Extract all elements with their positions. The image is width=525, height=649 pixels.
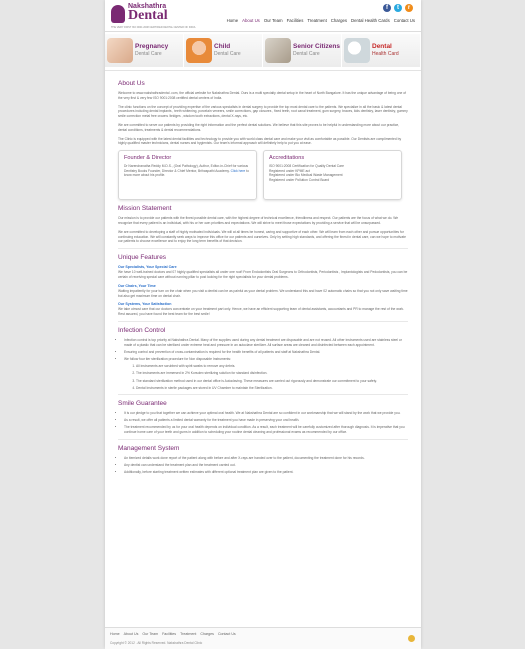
twitter-icon[interactable]: t <box>394 4 402 12</box>
nav-treatment[interactable]: Treatment <box>307 18 327 23</box>
sterilization-steps <box>118 364 408 390</box>
scroll-to-top-icon[interactable] <box>408 635 415 642</box>
dental-card-image <box>344 38 370 63</box>
mission-title: Mission Statement <box>118 205 172 213</box>
feature-text: Waiting impatiently for your turn on the chair when you visit a dentist can be as painful as your dental problem. We understand this and have 02 automatic chairs so that you not only save waiting time but also get maximum time on dental chair. <box>118 288 408 298</box>
banner-child-subtitle: Dental Care <box>214 51 241 57</box>
banner-divider <box>105 70 421 71</box>
banner-senior[interactable] <box>263 34 342 67</box>
copyright-text: Copyright © 2012 . All Rights Reserved. Nakshathra Dental Clinic <box>110 641 203 645</box>
senior-image <box>265 38 291 63</box>
accreditations-box <box>263 150 402 200</box>
banner-pregnancy-subtitle: Dental Care <box>135 51 162 57</box>
social-links <box>383 4 413 12</box>
list-item: • We follow four tier sterilization procedure for Non disposable Instruments: <box>124 357 408 362</box>
list-item: 3. The standard sterilization method used in our dental office is Autoclaving. These measures are carried out rigorously and demonstrate our commitment to your safety. <box>136 379 408 384</box>
banner-health-card-title: Dental <box>372 43 392 50</box>
facebook-icon[interactable]: f <box>383 4 391 12</box>
founder-box <box>118 150 257 200</box>
section-divider <box>118 394 408 395</box>
main-content <box>118 80 408 477</box>
infection-title: Infection Control <box>118 326 166 334</box>
banner-child[interactable] <box>184 34 263 67</box>
feature-subtitle: Our Chairs, Your Time <box>118 283 156 288</box>
site-footer <box>105 627 421 649</box>
nav-our-team[interactable]: Our Team <box>263 18 283 23</box>
about-paragraph: The Clinic is equipped with the latest dental facilities and technology to provide you with world class dental care and make your visit as comfortable as possible. Our Dentists are complimented by highly qualified master technicians, dental nurses and hygienists. Our team's informal approach will definitely help to put you at ease. <box>118 136 402 146</box>
accreditation-item: Registered under Bio Medical Waste Management <box>269 173 343 178</box>
founder-link-tail: to know more about his profile. <box>124 168 249 178</box>
list-item: • Ensuring control and prevention of cross-contamination is required for the health benefits of all patients and staff at Nakshathra Dental. <box>124 350 408 355</box>
about-title: About Us <box>118 80 145 87</box>
feature-subtitle: Our Systems, Your Satisfaction <box>118 302 172 307</box>
logo-big-text: Dental <box>128 8 168 23</box>
banner-health-card-subtitle: Health Card <box>372 51 399 57</box>
founder-description: Dr Narendranatha Reddy M.D.S., (Oral Pathology), Author, Editor-in-Chief for various Dentistry Books Founder, Director & Chief Mentor, Brihaspathi Academy. <box>124 164 249 173</box>
footer-link-about-us[interactable]: About Us <box>123 632 139 636</box>
site-container <box>105 0 421 648</box>
founder-profile-link[interactable]: Click here <box>230 168 246 173</box>
feature-text: We have 10 well-trained doctors and 07 highly qualified specialists all under one roof! From Endodontists Oral Surgeons to Orthodontists, Periodontists , Implantologists and Pedodontists, you can be certain of receiving special care without running pillar to post looking for the right specialists for your dental problems. <box>118 270 408 279</box>
founder-text <box>124 164 251 178</box>
nav-home[interactable]: Home <box>226 18 239 23</box>
footer-link-contact-us[interactable]: Contact Us <box>217 632 236 636</box>
pregnancy-image <box>107 38 133 63</box>
header-divider <box>105 31 421 32</box>
mission-paragraph: We are committed to developing a staff of highly motivated individuals. We will at all times be honest, caring and supportive of each other. We will learn from each other and pursue opportunities for continuing education. We will constantly seek ways to improve this office for our patients and ourselves. Only by setting high standards, and offering the finest in dental care, can we hope to motivate our patients to choose excellence and to enjoy the long term benefits of that decision. <box>118 229 406 244</box>
list-item: • An itemized details work done report of the patient along with before and after X-rays are handed over to the patient, documenting the treatment done for his records. <box>124 456 408 461</box>
banner-senior-subtitle: Dental Care <box>293 51 320 57</box>
section-divider <box>118 439 408 440</box>
site-logo[interactable] <box>111 3 201 29</box>
section-divider <box>118 321 408 322</box>
list-item: • Any dentist can understand the treatment plan and the treatment carried out. <box>124 463 408 468</box>
about-paragraph: The clinic functions on the concept of providing expertise of the various specialists in dental surgery to provide the top most dental care to the patients. We specialize in all the basic & latest dental procedures including dental implants , teeth whitening, porcelain veneers, smile corrections, gap closures , fixed teeth, root canal treatment, gum surgery, braces, kids dentistry, laser dentistry, gummy smile correction metal free crowns /bridges , wisdom tooth extractions, dental X-rays, etc. <box>118 104 408 119</box>
section-divider <box>118 248 408 249</box>
smile-list <box>118 411 408 434</box>
founder-title: Founder & Director <box>124 155 172 162</box>
mission-paragraph: Our mission is to provide our patients with the finest possible dental care, with the highest degree of technical excellence, friendliness and respect. Our patients are the focus of what we do. We recognize that every patient is an individual, with his or her own priorities and expectations. We will strive to meet those expectations by providing a service that will be unsurpassed. <box>118 216 399 225</box>
footer-link-our-team[interactable]: Our Team <box>142 632 159 636</box>
smile-title: Smile Guarantee <box>118 400 167 408</box>
list-item: • The treatment recommended by us for your oral health depends on individual condition. As a result, each treatment will be carefully customized after thorough diagnosis. It is imperative that you continue home care of your teeth and gums in addition to scheduling your routine dental cleaning and professional exams as recommended by our office. <box>124 425 408 434</box>
banner-health-card[interactable] <box>342 34 421 67</box>
footer-link-treatment[interactable]: Treatment <box>180 632 197 636</box>
accreditation-item: Registered under Pollution Control Board <box>269 177 330 182</box>
about-paragraph: We are committed to serve our patients by providing the right information and the perfect dental solutions. We believe that this site proves to be helpful in understanding more about our practice, dental conditions, treatments & dental recommendations. <box>118 122 400 132</box>
banner-pregnancy-title: Pregnancy <box>135 43 169 50</box>
nav-dental-health-cards[interactable]: Dental Health Cards <box>351 18 390 23</box>
banner-child-title: Child <box>214 43 231 50</box>
management-list <box>118 456 408 475</box>
management-title: Management System <box>118 444 180 452</box>
main-nav <box>227 18 415 23</box>
accreditation-item: Registered under KPME act <box>269 168 310 173</box>
about-paragraph: Welcome to www.nakshathradental .com, the official website for Nakshathra Dental. Ours is a multi specialty dental setup in the heart of North Bangalore. It has the unique advantage of being one of the very first & very few ISO 9001:2008 certified dental centers of India. <box>118 91 406 100</box>
accreditation-item: ISO 9001:2008 Certification for Quality Dental Care <box>269 164 344 169</box>
list-item: 4. Dental Instruments in sterile packages are stored in UV Chamber to maintain the Sterilization. <box>136 386 408 391</box>
service-banner <box>105 34 421 67</box>
nav-contact-us[interactable]: Contact Us <box>393 18 415 23</box>
child-image <box>186 38 212 63</box>
nav-facilities[interactable]: Facilities <box>286 18 304 23</box>
feature-subtitle: Our Specialists, Your Special Care <box>118 265 177 270</box>
accreditations-title: Accreditations <box>269 155 305 162</box>
list-item: • It is our pledge to you that together we can achieve your optimal oral health. We at Nakshathra Dental are so confident in our workmanship that we will stand by the work that we provide you. <box>124 411 408 416</box>
list-item: 1. All instruments are scrubbed with spirit swabs to remove any debris. <box>136 364 408 369</box>
nav-charges[interactable]: Charges <box>330 18 348 23</box>
banner-senior-title: Senior Citizens <box>293 43 340 50</box>
nav-about-us[interactable]: About Us <box>242 18 260 23</box>
tooth-logo-icon <box>111 5 125 23</box>
footer-nav <box>110 632 236 636</box>
list-item: 2. The instruments are immersed in 2% Korsolex sterilizing solution for standard disinfection. <box>136 371 408 376</box>
list-item: • As a result, we offer all patients a limited dental warranty for the treatment you have made in preserving your oral health. <box>124 418 408 423</box>
list-item: • Additionally, before starting treatment written estimates with different optional treatment plan are given to the patient. <box>124 470 408 475</box>
list-item: • Infection control is top priority at Nakshathra Dental. Many of the supplies used during any dental treatment are disposable and are not reused. All other instruments used are stainless steel or made of a plastic that can be sterilized under extreme heat and pressure in an autoclave sterilizer. All surface areas are cleaned and disinfected between each appointment. <box>124 338 408 347</box>
footer-link-charges[interactable]: Charges <box>200 632 214 636</box>
footer-link-facilities[interactable]: Facilities <box>162 632 177 636</box>
logo-small-text: Nakshathra <box>128 3 167 10</box>
feature-text: We take utmost care that our doctors concentrate on your treatment part only. Hence, we have an efficient supporting team of dental assistants, accountants and PR to manage the rest of the work. Rest assured, you have found the best team for the best smile! <box>118 307 405 317</box>
logo-tagline: THE VERY FIRST ISO 9001:2008 CERTIFIED DENTAL CENTER OF INDIA <box>111 26 196 29</box>
rss-icon[interactable]: r <box>405 4 413 12</box>
footer-link-home[interactable]: Home <box>110 632 120 636</box>
banner-pregnancy[interactable] <box>105 34 184 67</box>
infection-list <box>118 338 408 361</box>
features-title: Unique Features <box>118 254 167 262</box>
info-boxes <box>118 150 408 200</box>
